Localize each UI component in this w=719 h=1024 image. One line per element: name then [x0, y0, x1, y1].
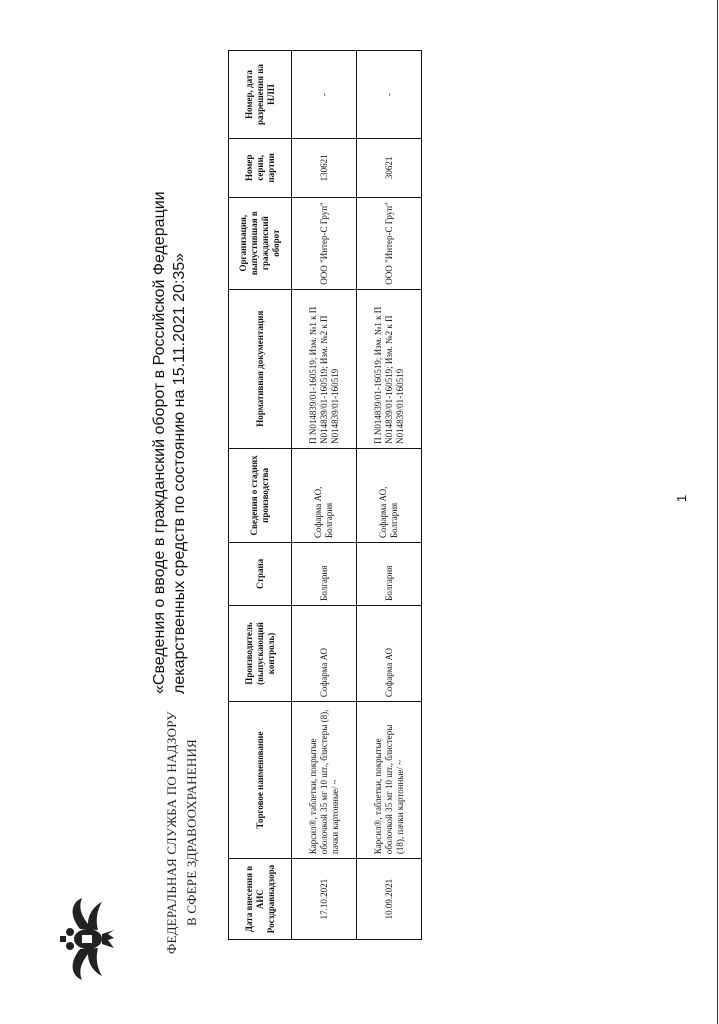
cell-manufacturer: Софарма АО — [357, 605, 422, 701]
register-table — [228, 50, 422, 940]
scan-edge-line — [717, 0, 718, 1024]
cell-stages: Софарма АО, Болгария — [292, 448, 357, 542]
cell-manufacturer: Софарма АО — [292, 605, 357, 701]
agency-line-1: ФЕДЕРАЛЬНАЯ СЛУЖБА ПО НАДЗОРУ — [164, 711, 179, 954]
cell-normative-docs: П N014839/01-160519; Изм. №1 к П N014839/01-160519; Изм. №2 к П N014839/01-160519 — [357, 289, 422, 448]
cell-batch: 130621 — [292, 139, 357, 198]
cell-normative-docs: П N014839/01-160519; Изм. №1 к П N014839/01-160519; Изм. №2 к П N014839/01-160519 — [292, 289, 357, 448]
header-cell-date: Дата внесения в АИС Росздравнадзора — [229, 859, 292, 940]
cell-permit: - — [357, 51, 422, 139]
cell-batch: 30621 — [357, 139, 422, 198]
table-header-row — [229, 51, 292, 940]
cell-country: Болгария — [357, 543, 422, 606]
header-cell-country: Страна — [229, 543, 292, 606]
cell-organization: ООО "Интер-С Груп" — [292, 197, 357, 289]
header-cell-manufacturer: Производитель (выпускающий контроль) — [229, 605, 292, 701]
document-title: «Сведения о вводе в гражданский оборот в Российской Федерации лекарственных средств по состоянию на 15.11.2021 20:35» — [151, 191, 188, 694]
double-headed-eagle-emblem-icon — [58, 894, 118, 984]
cell-date: 10.09.2021 — [357, 859, 422, 940]
agency-line-2: В СФЕРЕ ЗДРАВООХРАНЕНИЯ — [184, 739, 199, 926]
header-cell-batch: Номер серии, партии — [229, 139, 292, 198]
header-cell-permit: Номер, дата разрешения на НЛП — [229, 51, 292, 139]
header-cell-normative-docs: Нормативная документация — [229, 289, 292, 448]
table-row — [292, 51, 357, 940]
cell-country: Болгария — [292, 543, 357, 606]
page-number: 1 — [674, 494, 689, 502]
cell-permit: - — [292, 51, 357, 139]
cell-organization: ООО "Интер-С Груп" — [357, 197, 422, 289]
header-cell-trade-name: Торговое наименование — [229, 702, 292, 859]
cell-stages: Софарма АО, Болгария — [357, 448, 422, 542]
cell-date: 17.10.2021 — [292, 859, 357, 940]
header-cell-organization: Организация, выпустившая в гражданский оборот — [229, 197, 292, 289]
header-cell-stages: Сведения о стадиях производства — [229, 448, 292, 542]
cell-trade-name: Карсил®, таблетки, покрытые оболочкой 35 мг 10 шт., блистеры (18), пачки картонные/ ~ — [357, 702, 422, 859]
table-row — [357, 51, 422, 940]
cell-trade-name: Карсил®, таблетки, покрытые оболочкой 35 мг 10 шт., блистеры (8), пачки картонные/ ~ — [292, 702, 357, 859]
